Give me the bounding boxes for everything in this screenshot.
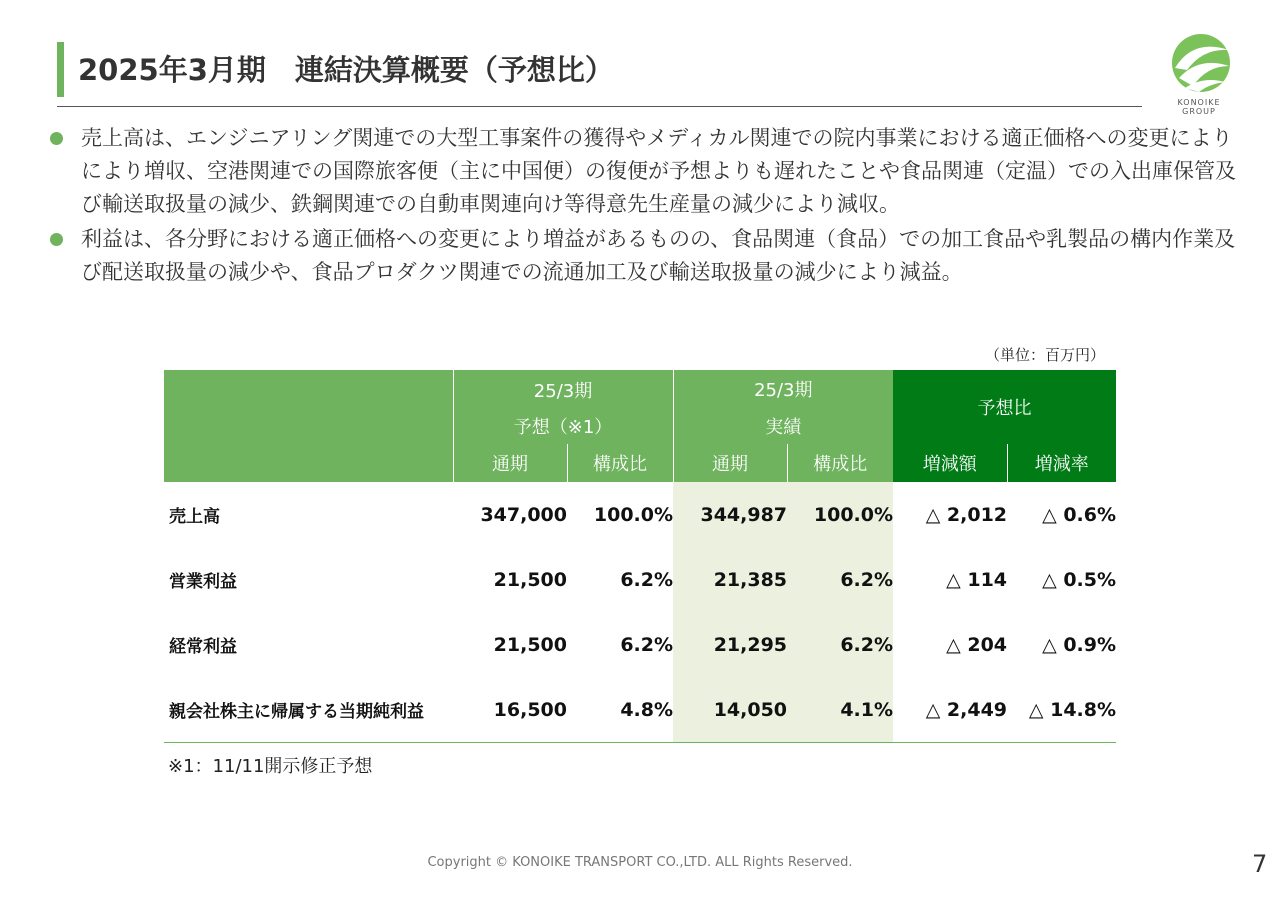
cell: 14,050 — [673, 677, 787, 743]
cell: △ 14.8% — [1007, 677, 1116, 743]
header-row-3 — [164, 444, 1116, 482]
cell: 21,500 — [493, 568, 567, 591]
cell: 347,000 — [480, 503, 567, 526]
cell: △ 2,449 — [893, 677, 1007, 743]
page-number: 7 — [1252, 850, 1268, 878]
subheader-cell: 増減率 — [1007, 444, 1116, 482]
header-row-1 — [164, 370, 1116, 408]
bullet-sales — [48, 122, 1238, 221]
cell: 6.2% — [620, 633, 674, 656]
header-forecast-period: 25/3期 — [533, 381, 593, 402]
table-row — [164, 677, 1116, 743]
footnote: ※1：11/11開示修正予想 — [168, 756, 373, 777]
cell: △ 204 — [946, 633, 1008, 656]
subheader-cell: 構成比 — [567, 444, 673, 482]
table-row — [164, 547, 1116, 612]
header-forecast-label: 予想（※1） — [453, 408, 673, 444]
header-actual-label: 実績 — [673, 408, 893, 444]
header-vs-forecast: 予想比 — [893, 370, 1116, 444]
bullet-text: 売上高は、エンジニアリング関連での大型工事案件の獲得やメディカル関連での院内事業における適正価格への変更によりにより増収、空港関連での国際旅客便（主に中国便）の復便が予想よりも遅れたことや食品関連（定温）での入出庫保管及び輸送取扱量の減少、鉄鋼関連での自動車関連向け等得意先生産量の減少により減収。 — [81, 126, 1236, 216]
subheader-cell: 通期 — [673, 444, 787, 482]
cell: △ 0.9% — [1042, 633, 1117, 656]
header-forecast — [453, 370, 673, 408]
header-actual-period: 25/3期 — [754, 380, 813, 401]
cell: △ 0.6% — [1042, 503, 1117, 526]
cell: 16,500 — [453, 677, 567, 743]
cell: 6.2% — [787, 547, 893, 612]
logo-text-line2: GROUP — [1182, 107, 1216, 116]
cell: 21,295 — [673, 612, 787, 677]
table-row — [164, 612, 1116, 677]
cell: 100.0% — [787, 482, 893, 547]
logo-text — [1163, 98, 1235, 116]
bullet-dot-icon — [50, 233, 63, 246]
title-accent-bar — [57, 42, 64, 97]
row-label: 営業利益 — [169, 572, 237, 592]
cell: 21,500 — [493, 633, 567, 656]
table-row — [164, 482, 1116, 547]
subheader-cell: 増減額 — [893, 444, 1007, 482]
cell: 21,385 — [673, 547, 787, 612]
row-label: 経常利益 — [169, 637, 237, 657]
row-label: 親会社株主に帰属する当期純利益 — [164, 677, 453, 743]
cell: 6.2% — [620, 568, 674, 591]
header-blank-sub — [164, 444, 453, 482]
cell: 344,987 — [673, 482, 787, 547]
cell: △ 0.5% — [1042, 568, 1117, 591]
bullet-text: 利益は、各分野における適正価格への変更により増益があるものの、食品関連（食品）での加工食品や乳製品の構内作業及び配送取扱量の減少や、食品プロダクツ関連での流通加工及び輸送取扱量の減少により減益。 — [81, 227, 1236, 284]
header-actual — [673, 370, 893, 408]
page-title: 2025年3月期 連結決算概要（予想比） — [78, 53, 614, 87]
cell: △ 114 — [946, 568, 1008, 591]
cell: △ 2,012 — [925, 503, 1008, 526]
copyright-footer: Copyright © KONOIKE TRANSPORT CO.,LTD. ALL Rights Reserved. — [427, 855, 853, 870]
title-divider — [57, 106, 1142, 107]
cell: 6.2% — [787, 612, 893, 677]
logo-text-line1: KONOIKE — [1177, 98, 1221, 107]
unit-label: （単位：百万円） — [985, 346, 1106, 364]
subheader-cell: 構成比 — [787, 444, 893, 482]
results-table — [164, 370, 1116, 743]
subheader-cell: 通期 — [453, 444, 567, 482]
cell: 100.0% — [593, 503, 674, 526]
summary-bullets — [48, 122, 1238, 289]
bullet-profit — [48, 223, 1238, 289]
row-label: 売上高 — [169, 507, 220, 527]
cell: 4.1% — [787, 677, 893, 743]
header-blank — [164, 370, 453, 444]
bullet-dot-icon — [50, 132, 63, 145]
cell: 4.8% — [567, 677, 673, 743]
